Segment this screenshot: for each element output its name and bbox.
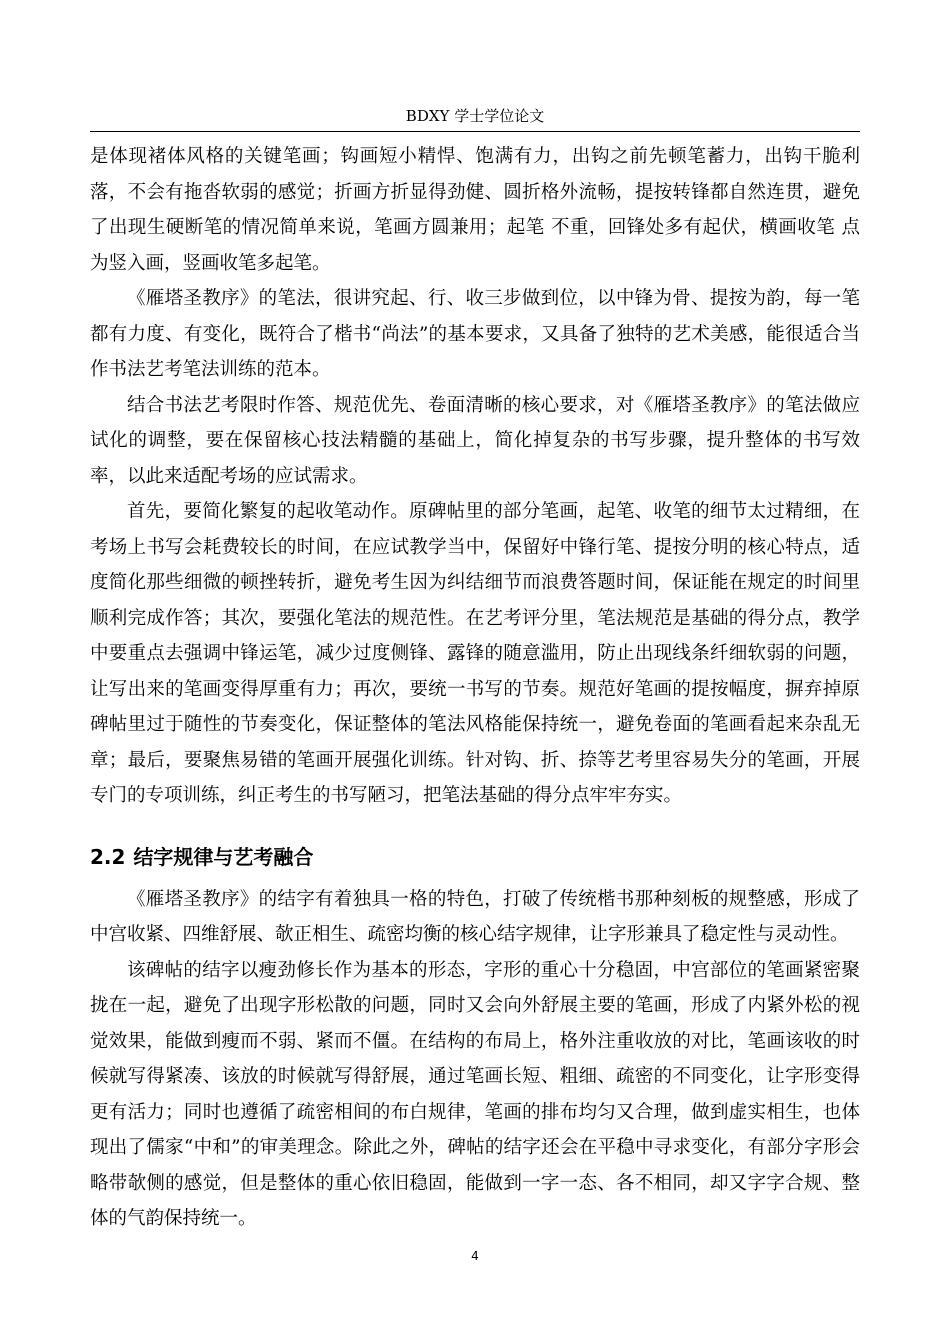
paragraph-6: 该碑帖的结字以瘦劲修长作为基本的形态，字形的重心十分稳固，中宫部位的笔画紧密聚拢在一起，避免了出现字形松散的问题，同时又会向外舒展主要的笔画，形成了内紧外松的视觉效果，能做到瘦而不弱、紧而不僵。在结构的布局上，格外注重收放的对比，笔画该收的时候就写得紧凑、该放的时候就写得舒展，通过笔画长短、粗细、疏密的不同变化，让字形变得更有活力；同时也遵循了疏密相间的布白规律，笔画的排布均匀又合理，做到虚实相生，也体现出了儒家“中和”的审美理念。除此之外，碑帖的结字还会在平稳中寻求变化，有部分字形会略带欹侧的感觉，但是整体的重心依旧稳固，能做到一字一态、各不相同，却又字字合规、整体的气韵保持统一。 xyxy=(90,959,860,1229)
page-body xyxy=(90,139,860,1237)
section-heading xyxy=(90,840,860,874)
section-number: 2.2 xyxy=(90,844,126,869)
header-rule xyxy=(90,131,860,132)
paragraph-3: 结合书法艺考限时作答、规范优先、卷面清晰的核心要求，对《雁塔圣教序》的笔法做应试化的调整，要在保留核心技法精髓的基础上，简化掉复杂的书写步骤，提升整体的书写效率，以此来适配考场的应试需求。 xyxy=(90,394,860,487)
running-header: BDXY 学士学位论文 xyxy=(405,107,545,125)
paragraph-1: 是体现褚体风格的关键笔画；钩画短小精悍、饱满有力，出钩之前先顿笔蓄力，出钩干脆利落，不会有拖沓软弱的感觉；折画方折显得劲健、圆折格外流畅，提按转锋都自然连贯，避免了出现生硬断笔的情况简单来说，笔画方圆兼用；起笔 不重，回锋处多有起伏，横画收笔 点为竖入画，竖画收笔多起笔。 xyxy=(90,146,860,274)
page-number: 4 xyxy=(471,1249,479,1263)
paragraph-4: 首先，要简化繁复的起收笔动作。原碑帖里的部分笔画，起笔、收笔的细节太过精细，在考场上书写会耗费较长的时间，在应试教学当中，保留好中锋行笔、提按分明的核心特点，适度简化那些细微的顿挫转折，避免考生因为纠结细节而浪费答题时间，保证能在规定的时间里顺利完成作答；其次，要强化笔法的规范性。在艺考评分里，笔法规范是基础的得分点，教学中要重点去强调中锋运笔，减少过度侧锋、露锋的随意滥用，防止出现线条纤细软弱的问题，让写出来的笔画变得厚重有力；再次，要统一书写的节奏。规范好笔画的提按幅度，摒弃掉原碑帖里过于随性的节奏变化，保证整体的笔法风格能保持统一，避免卷面的笔画看起来杂乱无章；最后，要聚焦易错的笔画开展强化训练。针对钩、折、捺等艺考里容易失分的笔画，开展专门的专项训练，纠正考生的书写陋习，把笔法基础的得分点牢牢夯实。 xyxy=(90,501,860,806)
section-title: 结字规律与艺考融合 xyxy=(133,844,314,869)
paragraph-5: 《雁塔圣教序》的结字有着独具一格的特色，打破了传统楷书那种刻板的规整感，形成了中宫收紧、四维舒展、欹正相生、疏密均衡的核心结字规律，让字形兼具了稳定性与灵动性。 xyxy=(90,888,860,945)
paragraph-2: 《雁塔圣教序》的笔法，很讲究起、行、收三步做到位，以中锋为骨、提按为韵，每一笔都有力度、有变化，既符合了楷书“尚法”的基本要求，又具备了独特的艺术美感，能很适合当作书法艺考笔法训练的范本。 xyxy=(90,288,860,380)
